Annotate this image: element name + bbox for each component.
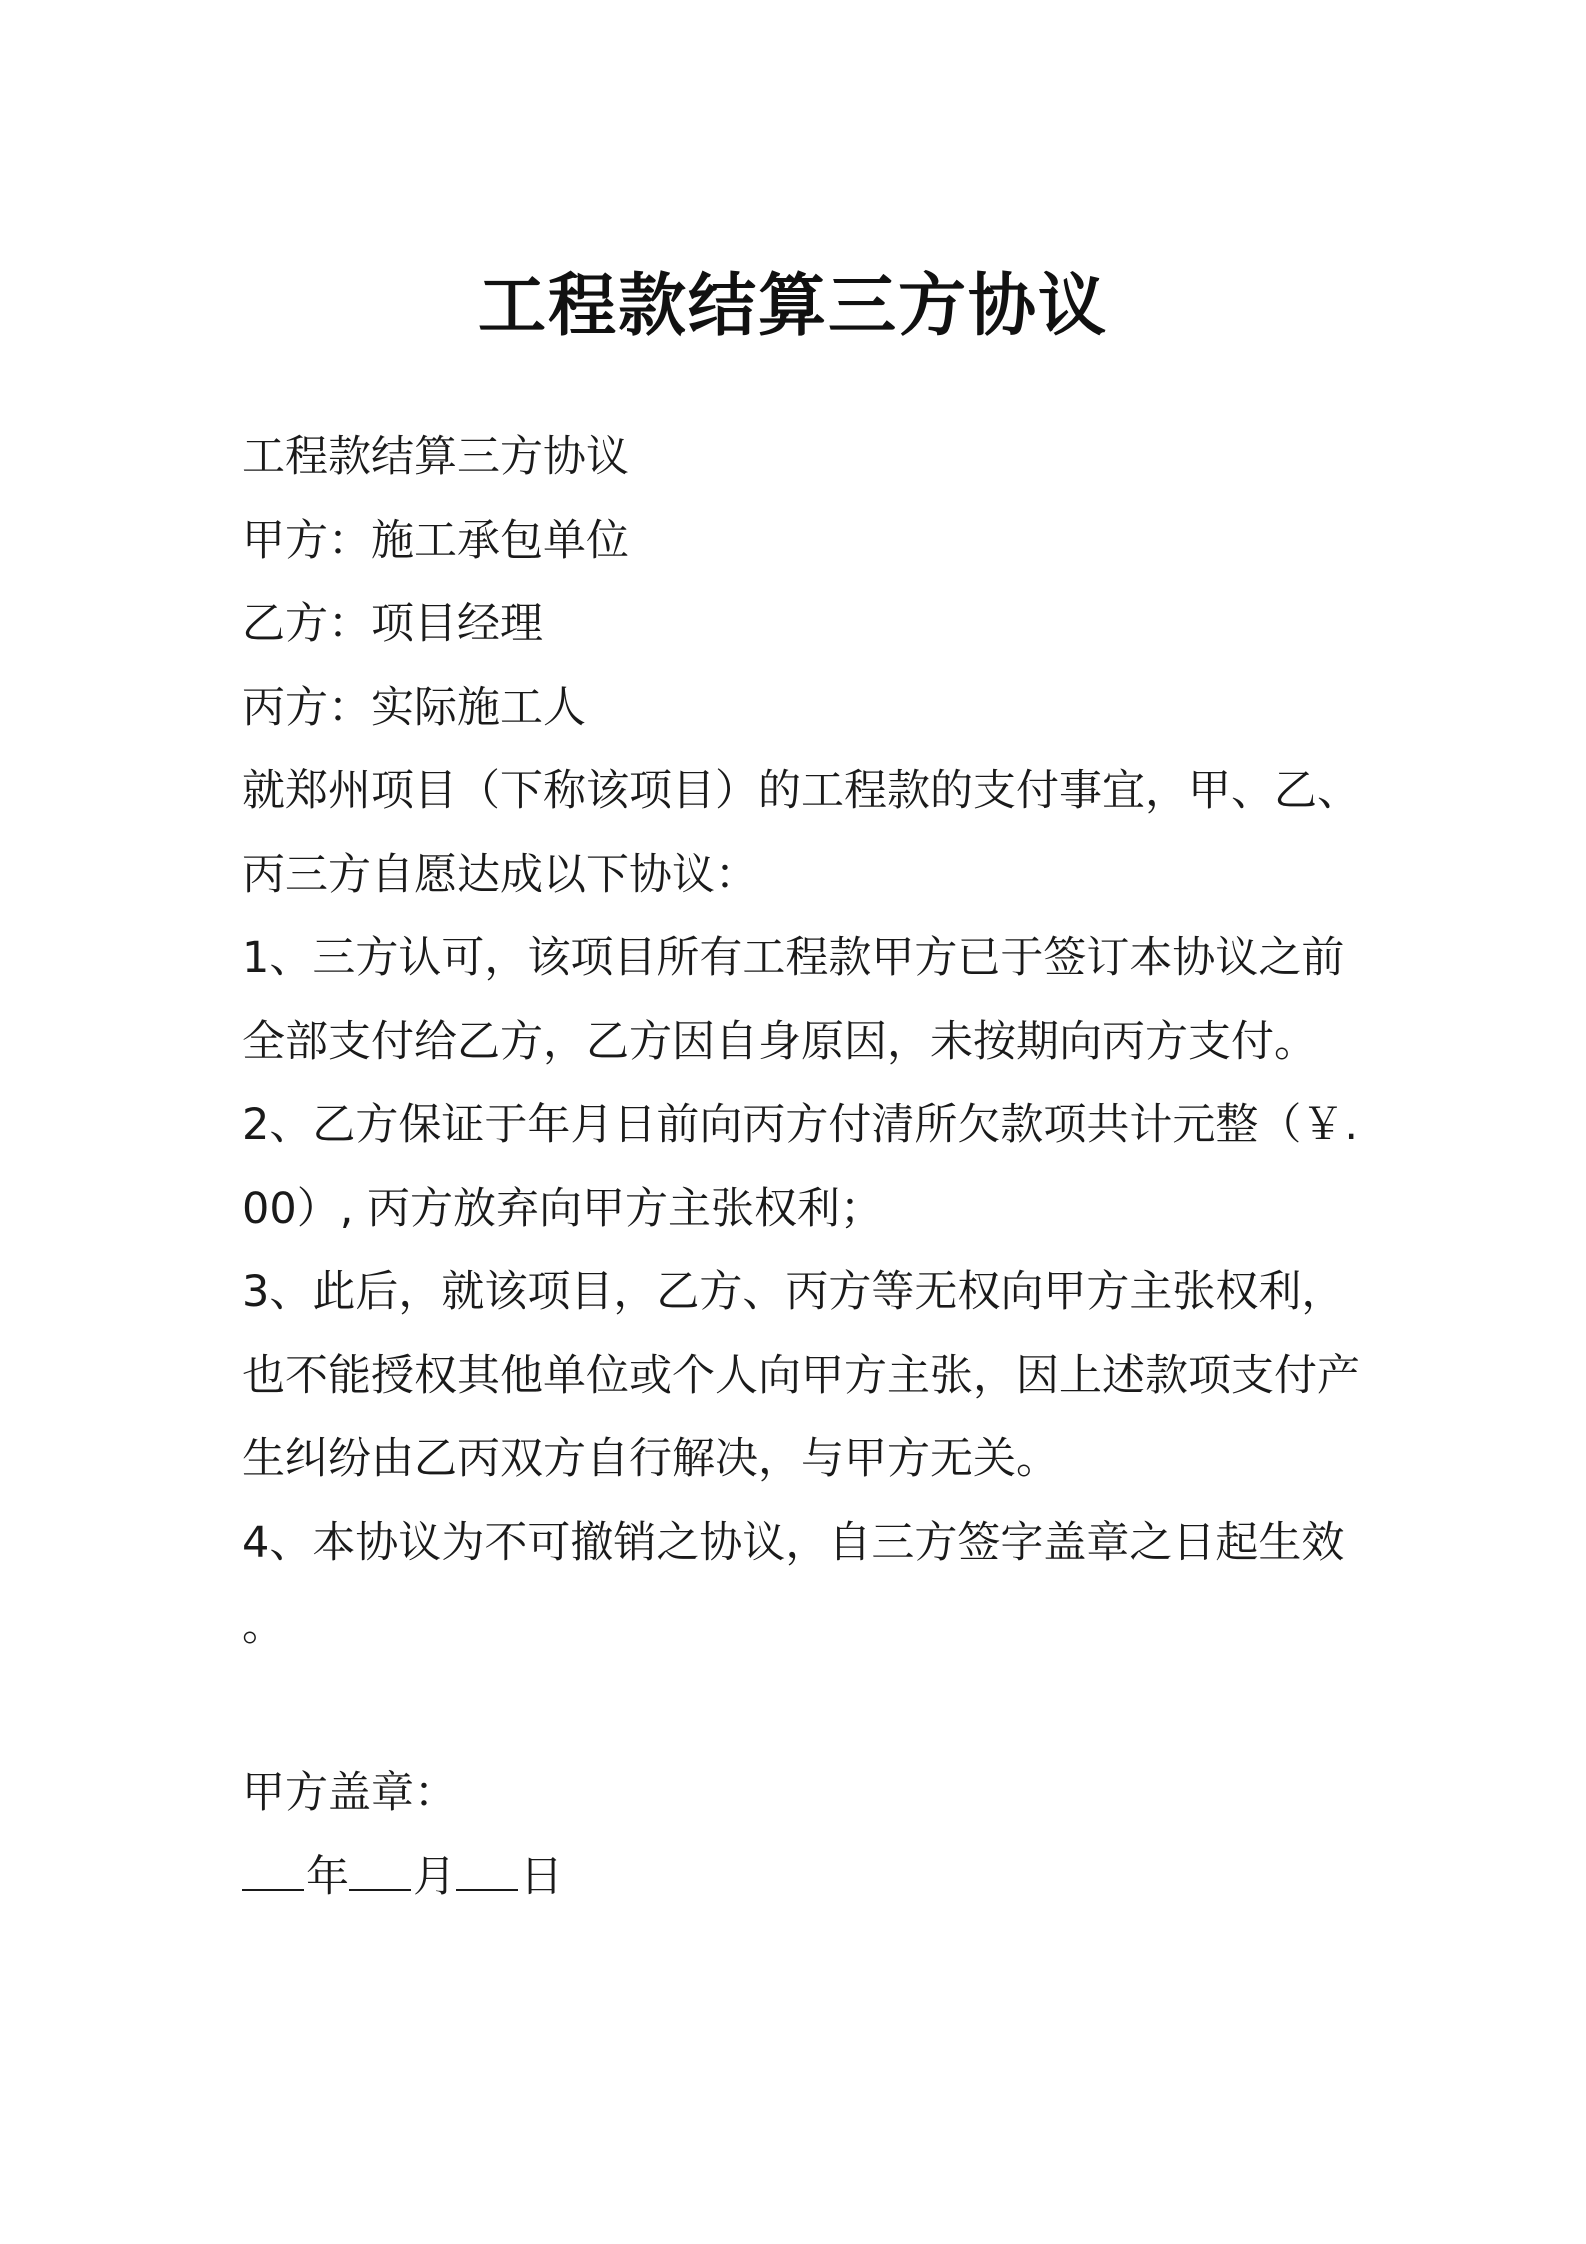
clause-3-line-2: 也不能授权其他单位或个人向甲方主张，因上述款项支付产 (242, 1350, 1360, 1401)
preamble-line-1: 就郑州项目（下称该项目）的工程款的支付事宜，甲、乙、 (242, 766, 1360, 816)
preamble-line-2: 丙三方自愿达成以下协议： (242, 849, 758, 900)
party-a-line: 甲方：施工承包单位 (242, 515, 629, 566)
year-blank[interactable] (242, 1853, 304, 1891)
clause-2-line-2: 00）, 丙方放弃向甲方主张权利； (242, 1183, 884, 1234)
month-blank[interactable] (349, 1853, 411, 1891)
date-line (242, 1836, 1362, 1920)
document-body (242, 416, 1362, 1919)
party-c-line: 丙方：实际施工人 (242, 682, 586, 733)
clause-3-line-1: 3、此后，就该项目，乙方、丙方等无权向甲方主张权利， (242, 1267, 1345, 1317)
year-label: 年 (306, 1851, 349, 1902)
clause-4-line-1: 4、本协议为不可撤销之协议，自三方签字盖章之日起生效 (242, 1517, 1345, 1568)
clause-1-line-2: 全部支付给乙方，乙方因自身原因，未按期向丙方支付。 (242, 1016, 1317, 1067)
party-b-line: 乙方：项目经理 (242, 599, 543, 649)
document-title: 工程款结算三方协议 (477, 267, 1108, 346)
clause-3-line-3: 生纠纷由乙丙双方自行解决，与甲方无关。 (242, 1434, 1059, 1484)
signature-label: 甲方盖章： (242, 1768, 457, 1818)
day-blank[interactable] (456, 1853, 518, 1891)
body-line-heading: 工程款结算三方协议 (242, 432, 629, 482)
clause-1-line-1: 1、三方认可，该项目所有工程款甲方已于签订本协议之前 (242, 933, 1345, 983)
clause-2-line-1: 2、乙方保证于年月日前向丙方付清所欠款项共计元整（￥. (242, 1100, 1359, 1150)
clause-4-line-2: 。 (242, 1601, 285, 1651)
month-label: 月 (413, 1851, 456, 1902)
blank-spacer (242, 1669, 1362, 1753)
day-label: 日 (520, 1851, 563, 1902)
